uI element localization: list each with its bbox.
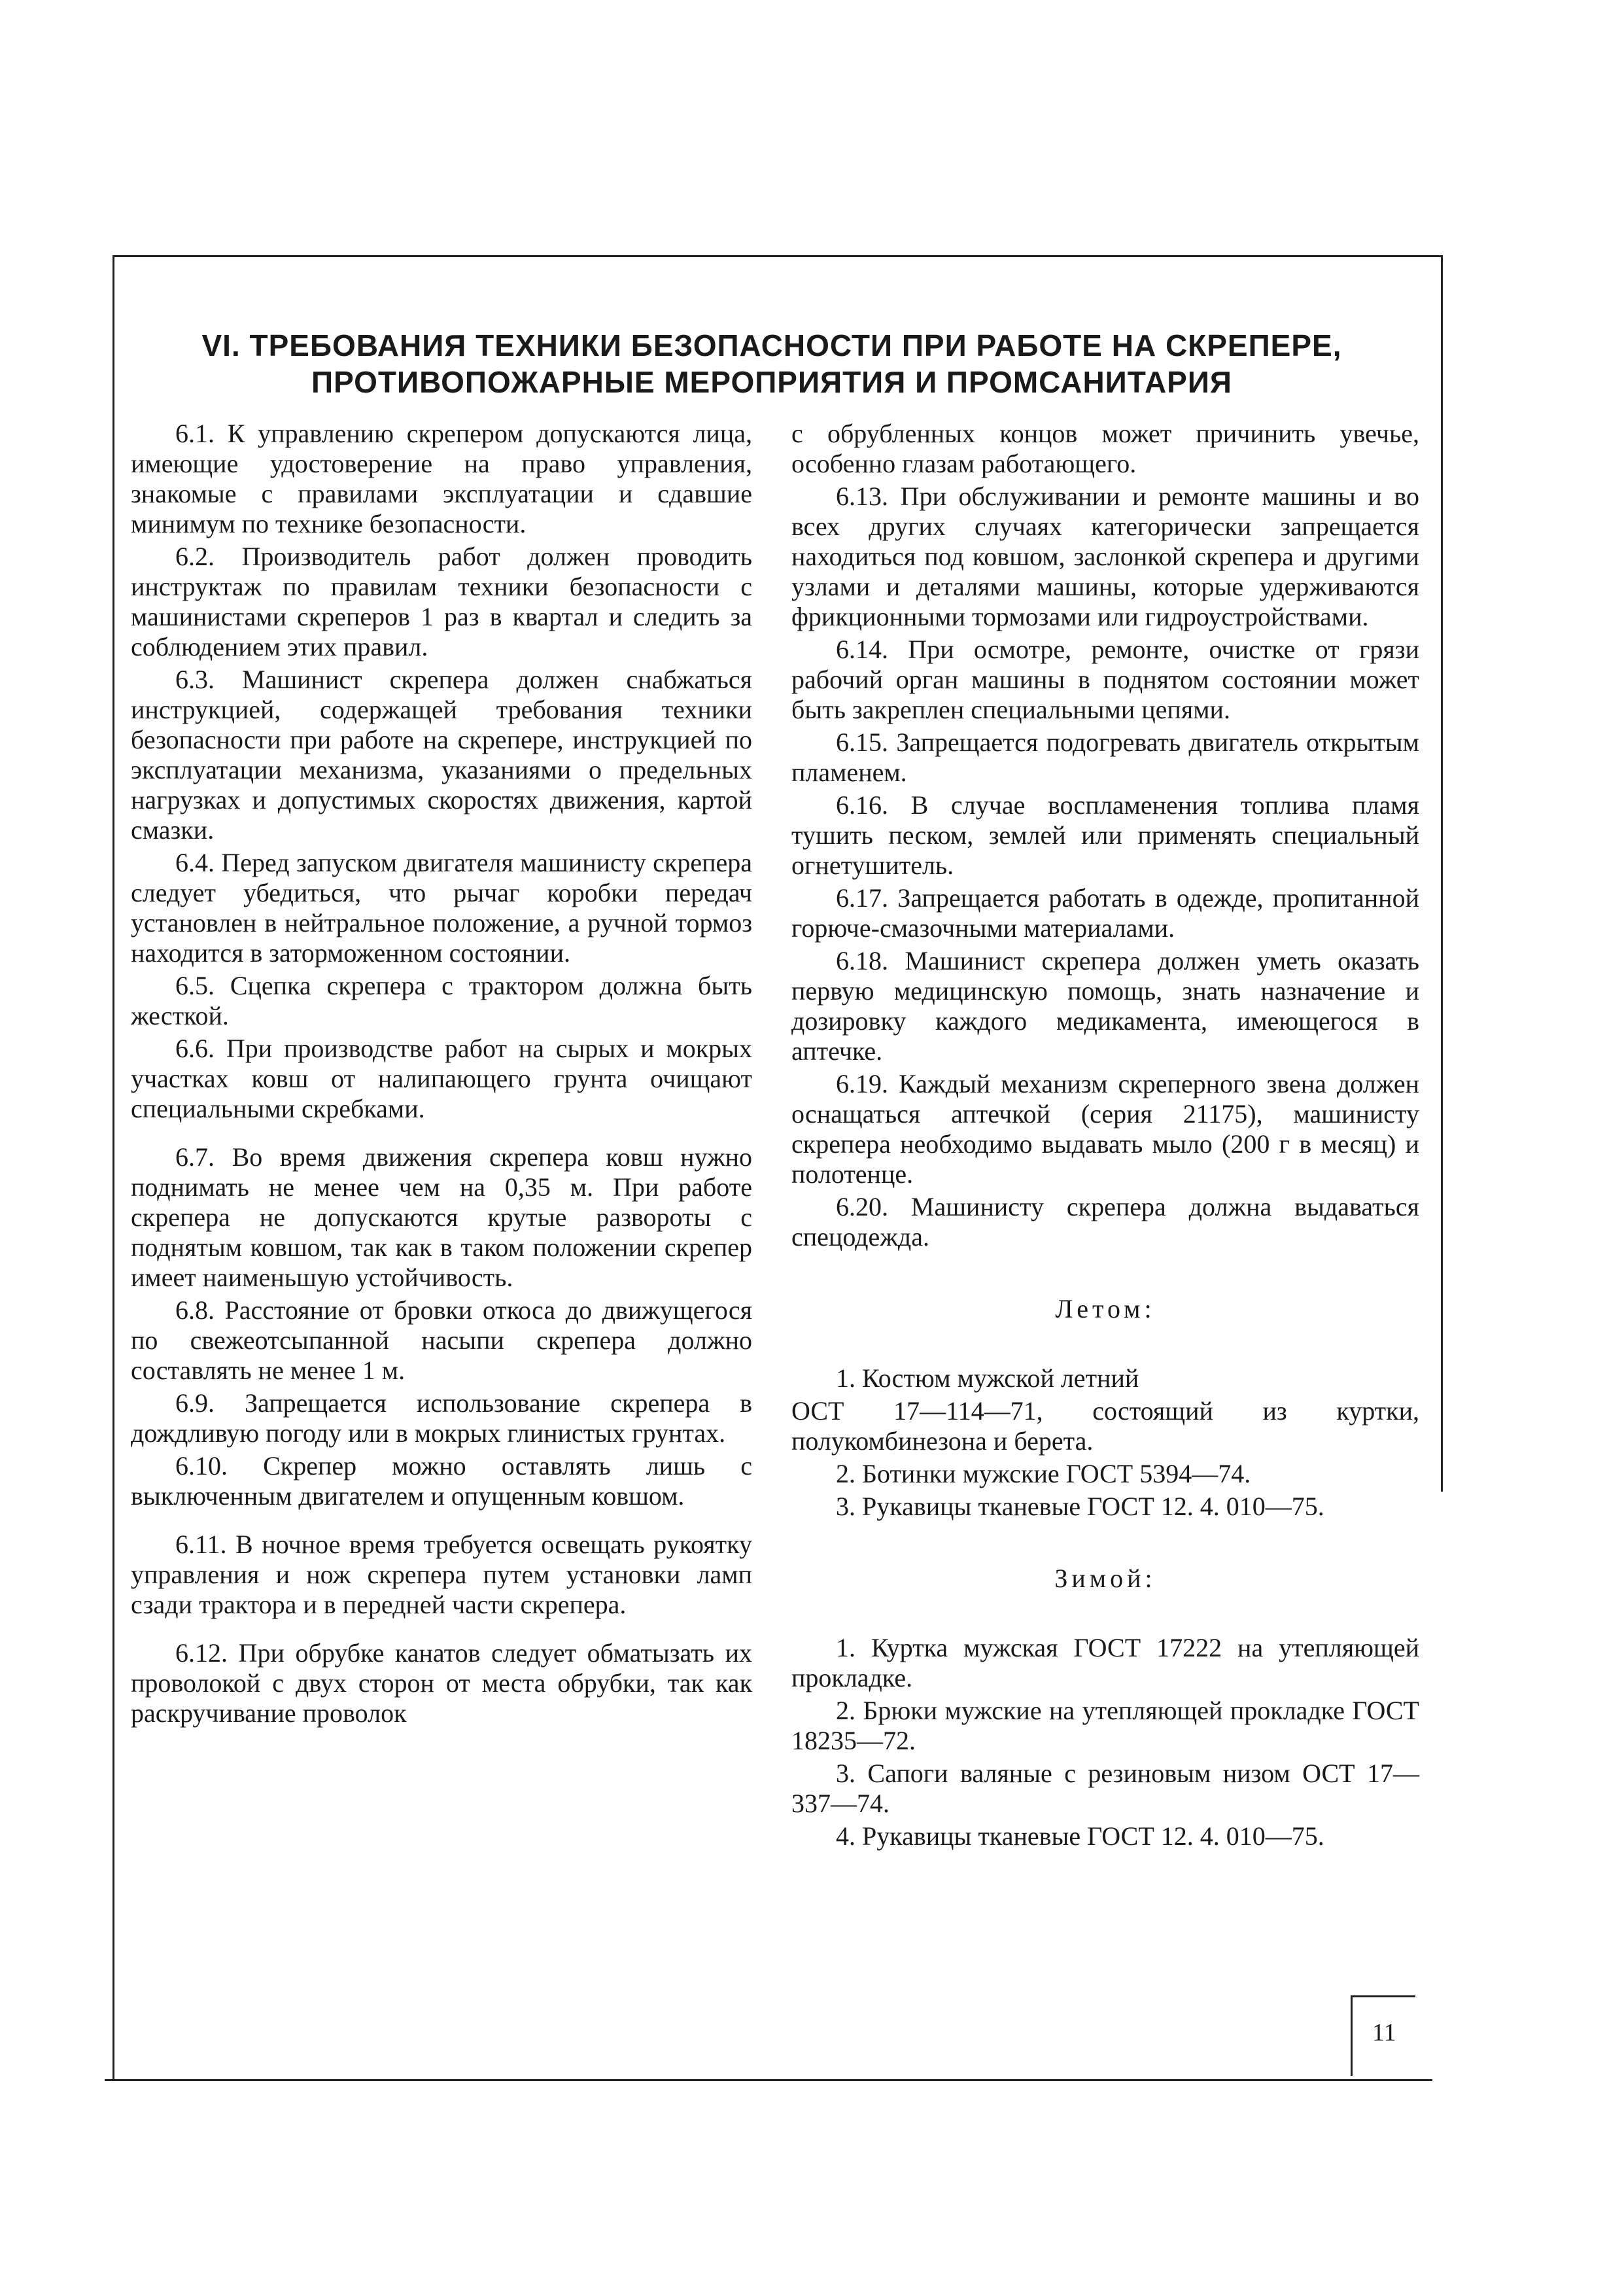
clause-6-18: 6.18. Машинист скрепера должен уметь оказать первую медицинскую помощь, знать назначение и дозировку каждого медикамента, имеющегося в аптечке. <box>791 946 1419 1066</box>
clause-6-1: 6.1. К управлению скрепером допускаются лица, имеющие удостоверение на право управления, знакомые с правилами эксплуатации и сдавшие минимум по технике безопасности. <box>131 419 752 538</box>
summer-item-2: 2. Ботинки мужские ГОСТ 5394—74. <box>836 1459 1251 1488</box>
left-column <box>131 419 752 1731</box>
clause-6-15: 6.15. Запрещается подогревать двигатель открытым пламенем. <box>791 727 1419 787</box>
clause-6-8: 6.8. Расстояние от бровки откоса до движущегося по свежеотсыпанной насыпи скрепера должно составлять не менее 1 м. <box>131 1295 752 1385</box>
right-column <box>791 419 1419 1854</box>
clause-6-11: 6.11. В ночное время требуется освещать рукоятку управления и нож скрепера путем установки ламп сзади трактора и в передней части скрепера. <box>131 1530 752 1619</box>
section-title-line-1: VI. ТРЕБОВАНИЯ ТЕХНИКИ БЕЗОПАСНОСТИ ПРИ РАБОТЕ НА СКРЕПЕРЕ, <box>201 328 1342 362</box>
clause-6-5: 6.5. Сцепка скрепера с трактором должна быть жесткой. <box>131 971 752 1030</box>
clause-6-7: 6.7. Во время движения скрепера ковш нужно поднимать не менее чем на 0,35 м. При работе скрепера не допускаются крутые развороты с поднятым ковшом, так как в таком положении скрепер имеет наименьшую устойчивость. <box>131 1142 752 1292</box>
winter-item-3: 3. Сапоги валяные с резиновым низом ОСТ 17—337—74. <box>791 1759 1419 1818</box>
frame-bottom-border <box>105 2079 1432 2081</box>
summer-item-1: 1. Костюм мужской летний <box>836 1363 1139 1393</box>
section-title <box>131 327 1413 400</box>
frame-top-border <box>114 255 1442 257</box>
winter-item-2: 2. Брюки мужские на утепляющей прокладке ГОСТ 18235—72. <box>791 1696 1419 1755</box>
clause-6-9: 6.9. Запрещается использование скрепера в дождливую погоду или в мокрых глинистых грунтах. <box>131 1388 752 1448</box>
clause-6-12-continuation: с обрубленных концов может причинить увечье, особенно глазам работающего. <box>791 419 1419 478</box>
page-number: 11 <box>1372 2019 1396 2046</box>
winter-item-1: 1. Куртка мужская ГОСТ 17222 на утепляющей прокладке. <box>791 1633 1419 1692</box>
clause-6-2: 6.2. Производитель работ должен проводить инструктаж по правилам техники безопасности с машинистами скреперов 1 раз в квартал и следить за соблюдением этих правил. <box>131 542 752 661</box>
clause-6-17: 6.17. Запрещается работать в одежде, пропитанной горюче-смазочными материалами. <box>791 883 1419 943</box>
clause-6-4: 6.4. Перед запуском двигателя машинисту скрепера следует убедиться, что рычаг коробки передач установлен в нейтральное положение, а ручной тормоз находится в заторможенном состоянии. <box>131 848 752 968</box>
clause-6-20: 6.20. Машинисту скрепера должна выдаваться спецодежда. <box>791 1192 1419 1252</box>
clause-6-13: 6.13. При обслуживании и ремонте машины и во всех других случаях категорически запрещается находиться под ковшом, заслонкой скрепера и другими узлами и деталями машины, которые удерживаются фрикционными тормозами или гидроустройствами. <box>791 482 1419 631</box>
winter-item-4: 4. Рукавицы тканевые ГОСТ 12. 4. 010—75. <box>836 1821 1324 1851</box>
clause-6-12: 6.12. При обрубке канатов следует обматызать их проволокой с двух сторон от места обрубки, так как раскручивание проволок <box>131 1638 752 1728</box>
summer-item-1-detail: ОСТ 17—114—71, состоящий из куртки, полукомбинезона и берета. <box>791 1396 1419 1456</box>
section-title-line-2: ПРОТИВОПОЖАРНЫЕ МЕРОПРИЯТИЯ И ПРОМСАНИТАРИЯ <box>311 365 1232 399</box>
clause-6-16: 6.16. В случае воспламенения топлива пламя тушить песком, землей или применять специальный огнетушитель. <box>791 790 1419 880</box>
summer-heading: Летом: <box>1055 1294 1156 1323</box>
summer-item-3: 3. Рукавицы тканевые ГОСТ 12. 4. 010—75. <box>836 1492 1324 1521</box>
clause-6-3: 6.3. Машинист скрепера должен снабжаться инструкцией, содержащей требования техники безопасности при работе на скрепере, инструкцией по эксплуатации механизма, указаниями о предельных нагрузках и допустимых скоростях движения, картой смазки. <box>131 665 752 845</box>
clause-6-6: 6.6. При производстве работ на сырых и мокрых участках ковш от налипающего грунта очищают специальными скребками. <box>131 1034 752 1123</box>
frame-left-border <box>112 255 114 2080</box>
clause-6-19: 6.19. Каждый механизм скреперного звена должен оснащаться аптечкой (серия 21175), машинисту скрепера необходимо выдавать мыло (200 г в месяц) и полотенце. <box>791 1069 1419 1189</box>
clause-6-10: 6.10. Скрепер можно оставлять лишь с выключенным двигателем и опущенным ковшом. <box>131 1451 752 1511</box>
winter-heading: Зимой: <box>1054 1564 1156 1593</box>
frame-right-border <box>1441 255 1443 1492</box>
clause-6-14: 6.14. При осмотре, ремонте, очистке от грязи рабочий орган машины в поднятом состоянии может быть закреплен специальными цепями. <box>791 635 1419 724</box>
